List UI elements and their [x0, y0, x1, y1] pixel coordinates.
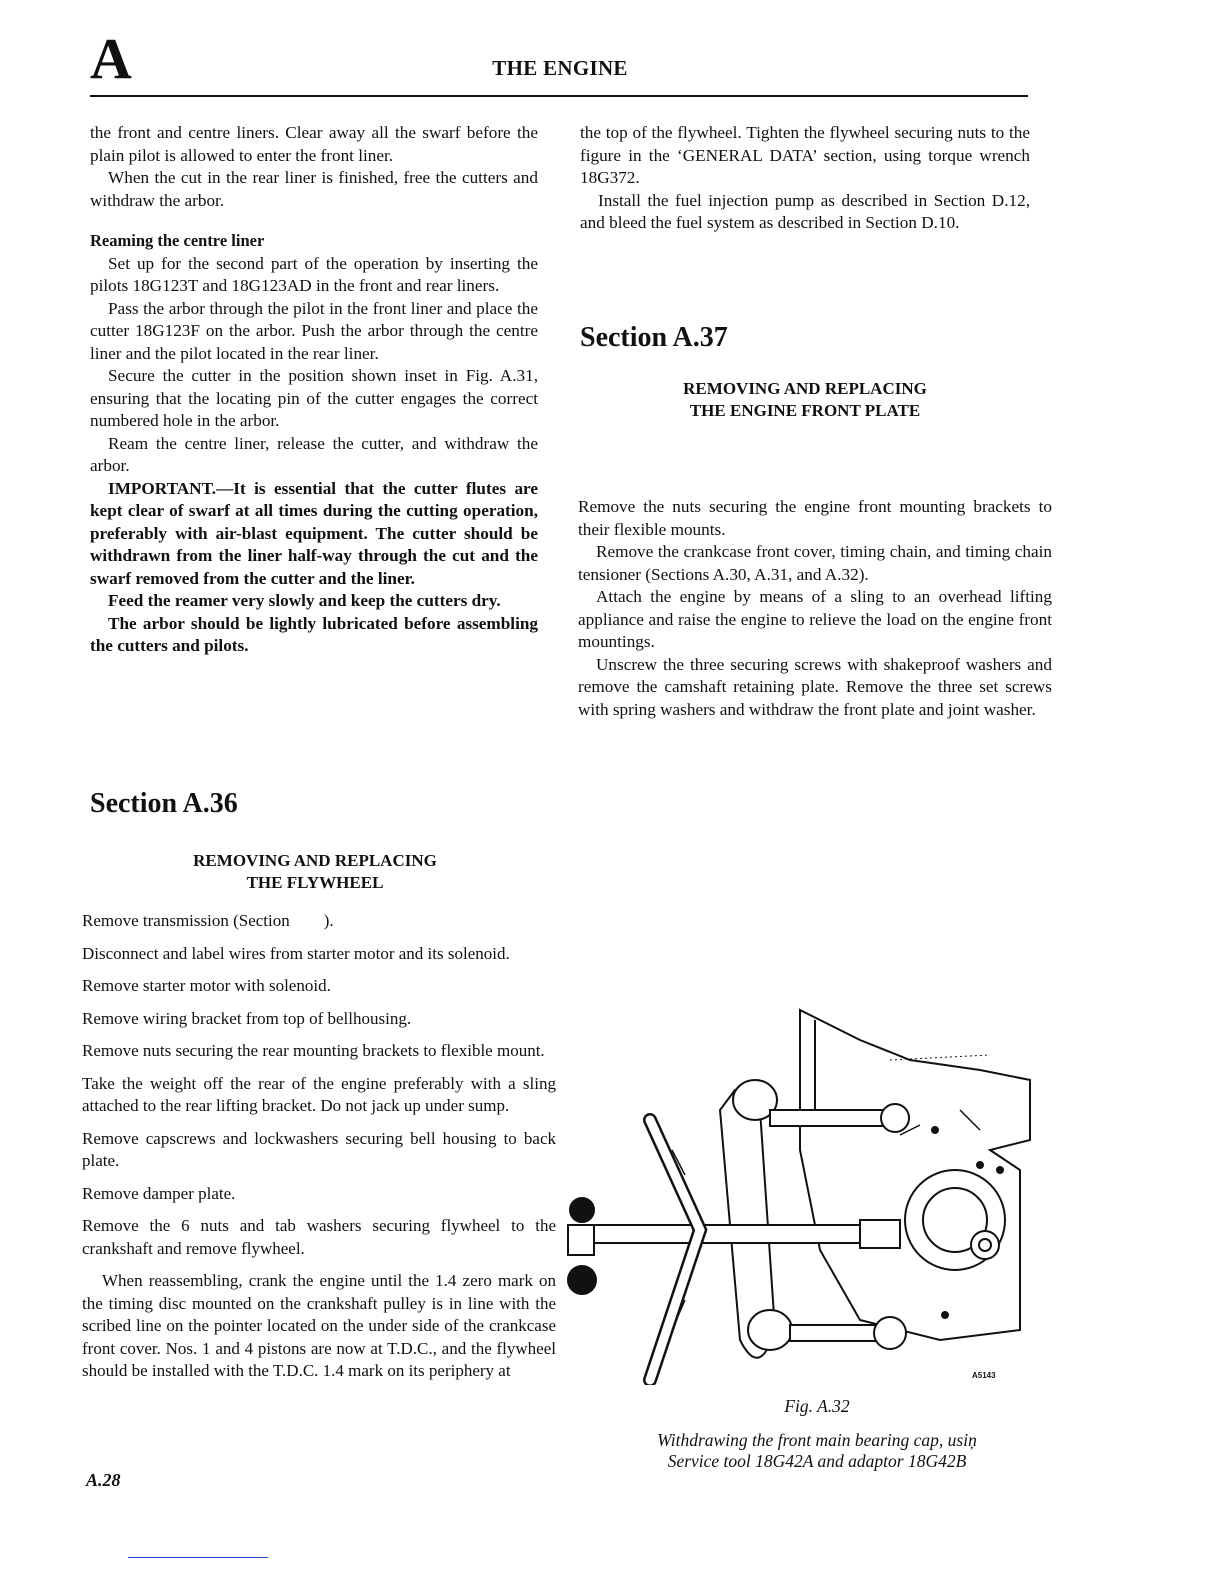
step: Remove starter motor with solenoid. [82, 976, 331, 995]
paragraph: Set up for the second part of the operation by inserting the pilots 18G123T and 18G123AD in the front and rear liners. [90, 253, 538, 295]
engine-block-outline [800, 1010, 1030, 1340]
paragraph: Install the fuel injection pump as described in Section D.12, and bleed the fuel system as described in Section D.10. [580, 190, 1030, 232]
title-line: REMOVING AND REPLACING [683, 379, 927, 398]
figure-label: Fig. A.32 [784, 1396, 850, 1416]
title-line: REMOVING AND REPLACING [193, 851, 437, 870]
page-title: THE ENGINE [492, 56, 628, 80]
subheading-reaming: Reaming the centre liner [90, 231, 265, 250]
title-line: THE ENGINE FRONT PLATE [689, 401, 921, 420]
paragraph: Remove the nuts securing the engine front mounting brackets to their flexible mounts. [578, 497, 1052, 539]
lower-bolt-head [874, 1317, 906, 1349]
section-title-a36 [90, 850, 540, 894]
t-handle-knob [570, 1198, 594, 1222]
step: Remove damper plate. [82, 1183, 236, 1203]
section-title-a37 [580, 378, 1030, 422]
paragraph: Ream the centre liner, release the cutter, and withdraw the arbor. [90, 433, 538, 475]
header-rule [90, 95, 1028, 97]
step: Remove wiring bracket from top of bellhousing. [82, 1008, 412, 1028]
footer-line [128, 1557, 268, 1558]
step: Remove nuts securing the rear mounting brackets to flexible mount. [82, 1041, 545, 1060]
right-column-top [580, 122, 1030, 235]
section-heading-a36: Section A.36 [90, 788, 238, 819]
section-letter: A [90, 26, 132, 91]
step: Remove the 6 nuts and tab washers securing flywheel to the crankshaft and remove flywheel. [82, 1216, 556, 1258]
paragraph: Feed the reamer very slowly and keep the cutters dry. [108, 591, 501, 610]
t-handle-knob [568, 1266, 596, 1294]
crank-end [971, 1231, 999, 1259]
step: Take the weight off the rear of the engine preferably with a sling attached to the rear lifting bracket. Do not jack up under sump. [82, 1073, 556, 1115]
page-number: A.28 [86, 1470, 121, 1490]
paragraph: Pass the arbor through the pilot in the front liner and place the cutter 18G123F on the arbor. Push the arbor through the centre liner and the pilot located in the rear liner. [90, 298, 538, 363]
paragraph: When the cut in the rear liner is finished, free the cutters and withdraw the arbor. [90, 168, 538, 210]
t-handle [568, 1225, 594, 1255]
upper-bolt-head [881, 1104, 909, 1132]
important-note: IMPORTANT.—It is essential that the cutter flutes are kept clear of swarf at all times during the cutting operation, preferably with air-blast equipment. The cutter should be withdrawn from the liner half-way through the cut and the swarf removed from the cutter and the liner. [90, 478, 538, 588]
section-a37-body [578, 496, 1052, 721]
paragraph: Attach the engine by means of a sling to an overhead lifting appliance and raise the engine to relieve the load on the engine front mountings. [578, 587, 1052, 651]
paragraph: the front and centre liners. Clear away all the swarf before the plain pilot is allowed to enter the front liner. [90, 123, 538, 165]
figure-caption [580, 1430, 1054, 1472]
paragraph: Secure the cutter in the position shown inset in Fig. A.31, ensuring that the locating pin of the cutter engages the correct numbered hole in the arbor. [90, 366, 538, 430]
paragraph: The arbor should be lightly lubricated before assembling the cutters and pilots. [90, 613, 538, 655]
figure-ref-code: A5143 [972, 1371, 996, 1380]
paragraph: Unscrew the three securing screws with shakeproof washers and remove the camshaft retaining plate. Remove the three set screws with spring washers and withdraw the front plate and joint washer. [578, 654, 1052, 719]
step: Disconnect and label wires from starter motor and its solenoid. [82, 943, 510, 963]
section-a36-body [82, 910, 556, 1383]
step: Remove capscrews and lockwashers securing bell housing to back plate. [82, 1128, 556, 1170]
caption-line: Service tool 18G42A and adaptor 18G42B [667, 1451, 967, 1471]
left-column [90, 122, 538, 658]
title-line: THE FLYWHEEL [246, 873, 384, 892]
adaptor [860, 1220, 900, 1248]
paragraph: Remove the crankcase front cover, timing chain, and timing chain tensioner (Sections A.30, A.31, and A.32). [578, 542, 1052, 584]
reassembly-paragraph: When reassembling, crank the engine until the 1.4 zero mark on the timing disc mounted on the crankshaft pulley is in line with the scribed line on the pointer located on the under side of the crankcase front cover. Nos. 1 and 4 pistons are now at T.D.C., and the flywheel should be installed with the T.D.C. 1.4 mark on its periphery at [82, 1271, 556, 1380]
section-heading-a37: Section A.37 [580, 322, 728, 353]
paragraph: the top of the flywheel. Tighten the flywheel securing nuts to the figure in the ‘GENERAL DATA’ section, using torque wrench 18G372. [580, 123, 1030, 187]
caption-line: Withdrawing the front main bearing cap, usiņ [657, 1430, 977, 1450]
upper-bolt [770, 1110, 890, 1126]
step: Remove transmission (Section ). [82, 911, 334, 930]
puller-bottom-boss [748, 1310, 792, 1350]
centre-screw [590, 1225, 870, 1243]
figure-illustration [560, 1000, 1035, 1385]
